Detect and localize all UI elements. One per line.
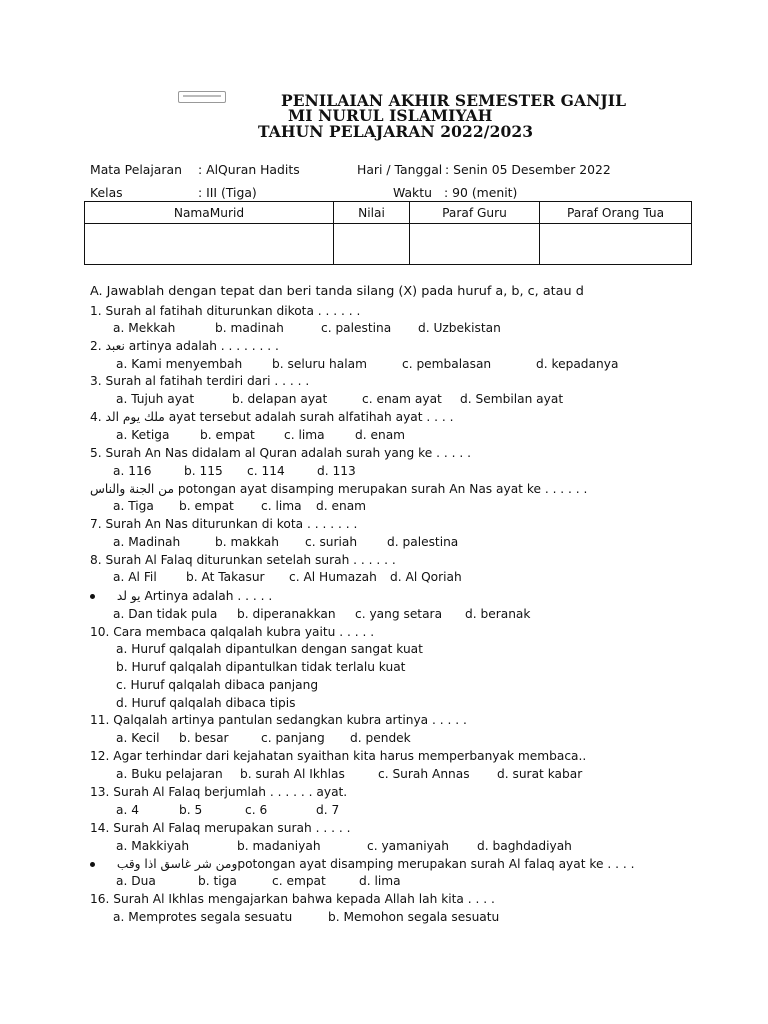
q7-option-a[interactable]: a. Madinah [113, 535, 181, 549]
q10-option-d[interactable]: d. Huruf qalqalah dibaca tipis [116, 696, 296, 710]
question-15 [90, 857, 634, 872]
day-value: : Senin 05 Desember 2022 [445, 162, 611, 177]
header-paraf-guru: Paraf Guru [410, 202, 540, 224]
q4-option-d[interactable]: d. enam [355, 428, 406, 442]
q13-option-c[interactable]: c. 6 [245, 803, 268, 817]
time-value: : 90 (menit) [444, 185, 518, 200]
q15-option-b[interactable]: b. tiga [198, 874, 237, 888]
q8-option-d[interactable]: d. Al Qoriah [390, 570, 462, 584]
cell-paraf-orang-tua[interactable] [540, 224, 692, 265]
q2-option-d[interactable]: d. kepadanya [536, 357, 619, 371]
day-label: Hari / Tanggal [357, 162, 443, 177]
q2-number: 2. [90, 339, 102, 353]
student-table [84, 201, 692, 265]
q5-option-c[interactable]: c. 114 [247, 464, 285, 478]
header-nilai: Nilai [334, 202, 410, 224]
q6-option-b[interactable]: b. empat [179, 499, 234, 513]
q3-option-a[interactable]: a. Tujuh ayat [116, 392, 195, 406]
q4-number: 4. [90, 410, 102, 424]
q7-option-b[interactable]: b. makkah [215, 535, 279, 549]
q12-option-c[interactable]: c. Surah Annas [378, 767, 470, 781]
question-12: 12. Agar terhindar dari kejahatan syaithan kita harus memperbanyak membaca.. [90, 749, 587, 763]
q15-text: potongan ayat disamping merupakan surah Al falaq ayat ke . . . . [237, 857, 635, 871]
q5-option-d[interactable]: d. 113 [317, 464, 356, 478]
q3-option-b[interactable]: b. delapan ayat [232, 392, 328, 406]
question-7: 7. Surah An Nas diturunkan di kota . . . . . . . [90, 517, 358, 531]
q14-option-b[interactable]: b. madaniyah [237, 839, 321, 853]
q6-arabic: من الجنة والناس [90, 482, 174, 496]
q6-text: potongan ayat disamping merupakan surah An Nas ayat ke . . . . . . [177, 482, 588, 496]
q10-option-a[interactable]: a. Huruf qalqalah dipantulkan dengan sangat kuat [116, 642, 423, 656]
title-line-3: TAHUN PELAJARAN 2022/2023 [258, 122, 534, 141]
q6-option-a[interactable]: a. Tiga [113, 499, 154, 513]
q15-option-a[interactable]: a. Dua [116, 874, 156, 888]
school-logo [178, 91, 226, 103]
q13-option-a[interactable]: a. 4 [116, 803, 139, 817]
q12-option-b[interactable]: b. surah Al Ikhlas [240, 767, 345, 781]
q15-arabic: ومن شر غاسق اذا وقب [116, 857, 238, 871]
question-14: 14. Surah Al Falaq merupakan surah . . . . . [90, 821, 351, 835]
instruction: A. Jawablah dengan tepat dan beri tanda silang (X) pada huruf a, b, c, atau d [90, 284, 584, 299]
q9-option-b[interactable]: b. diperanakkan [237, 607, 336, 621]
q11-option-b[interactable]: b. besar [179, 731, 229, 745]
q7-option-d[interactable]: d. palestina [387, 535, 459, 549]
time-label: Waktu [393, 185, 432, 200]
q9-text: Artinya adalah . . . . . [144, 589, 273, 603]
question-10: 10. Cara membaca qalqalah kubra yaitu . . . . . [90, 625, 375, 639]
class-value: : III (Tiga) [198, 185, 257, 200]
q16-option-a[interactable]: a. Memprotes segala sesuatu [113, 910, 293, 924]
question-8: 8. Surah Al Falaq diturunkan setelah surah . . . . . . [90, 553, 396, 567]
q1-option-c[interactable]: c. palestina [321, 321, 392, 335]
bullet-icon [90, 594, 95, 599]
q4-option-b[interactable]: b. empat [200, 428, 255, 442]
q4-text: ayat tersebut adalah surah alfatihah ayat . . . . [168, 410, 454, 424]
question-11: 11. Qalqalah artinya pantulan sedangkan kubra artinya . . . . . [90, 713, 467, 727]
q9-option-d[interactable]: d. beranak [465, 607, 531, 621]
q1-option-a[interactable]: a. Mekkah [113, 321, 176, 335]
cell-nama-murid[interactable] [85, 224, 334, 265]
q14-option-d[interactable]: d. baghdadiyah [477, 839, 572, 853]
title-line-2: MI NURUL ISLAMIYAH [288, 106, 493, 125]
q3-option-c[interactable]: c. enam ayat [362, 392, 442, 406]
q9-option-c[interactable]: c. yang setara [355, 607, 443, 621]
q15-option-c[interactable]: c. empat [272, 874, 326, 888]
q9-arabic: يو لد [116, 589, 141, 603]
q7-option-c[interactable]: c. suriah [305, 535, 358, 549]
q11-option-a[interactable]: a. Kecil [116, 731, 160, 745]
q9-option-a[interactable]: a. Dan tidak pula [113, 607, 218, 621]
q6-option-d[interactable]: d. enam [316, 499, 367, 513]
q4-arabic: ملك يوم الد [105, 410, 165, 424]
q1-option-b[interactable]: b. madinah [215, 321, 284, 335]
q12-option-d[interactable]: d. surat kabar [497, 767, 583, 781]
cell-nilai[interactable] [334, 224, 410, 265]
q3-option-d[interactable]: d. Sembilan ayat [460, 392, 564, 406]
q15-option-d[interactable]: d. lima [359, 874, 401, 888]
question-3: 3. Surah al fatihah terdiri dari . . . . . [90, 374, 310, 388]
subject-label: Mata Pelajaran [90, 162, 182, 177]
bullet-icon [90, 862, 95, 867]
q11-option-c[interactable]: c. panjang [261, 731, 325, 745]
header-nama-murid: NamaMurid [85, 202, 334, 224]
question-9 [90, 589, 272, 604]
question-6 [90, 482, 587, 497]
question-16: 16. Surah Al Ikhlas mengajarkan bahwa kepada Allah lah kita . . . . [90, 892, 495, 906]
q5-option-a[interactable]: a. 116 [113, 464, 152, 478]
question-2 [90, 339, 279, 354]
q2-text: artinya adalah . . . . . . . . [128, 339, 279, 353]
question-5: 5. Surah An Nas didalam al Quran adalah surah yang ke . . . . . [90, 446, 471, 460]
q14-option-c[interactable]: c. yamaniyah [367, 839, 449, 853]
q12-option-a[interactable]: a. Buku pelajaran [116, 767, 223, 781]
cell-paraf-guru[interactable] [410, 224, 540, 265]
q1-option-d[interactable]: d. Uzbekistan [418, 321, 501, 335]
subject-value: : AlQuran Hadits [198, 162, 300, 177]
q8-option-c[interactable]: c. Al Humazah [289, 570, 377, 584]
q10-option-c[interactable]: c. Huruf qalqalah dibaca panjang [116, 678, 319, 692]
q4-option-a[interactable]: a. Ketiga [116, 428, 170, 442]
q8-option-b[interactable]: b. At Takasur [186, 570, 265, 584]
q2-option-a[interactable]: a. Kami menyembah [116, 357, 243, 371]
q8-option-a[interactable]: a. Al Fil [113, 570, 157, 584]
question-13: 13. Surah Al Falaq berjumlah . . . . . . ayat. [90, 785, 348, 799]
header-paraf-orang-tua: Paraf Orang Tua [540, 202, 692, 224]
question-1: 1. Surah al fatihah diturunkan dikota . . . . . . [90, 304, 361, 318]
class-label: Kelas [90, 185, 123, 200]
question-4 [90, 410, 454, 425]
q13-option-d[interactable]: d. 7 [316, 803, 340, 817]
q4-option-c[interactable]: c. lima [284, 428, 325, 442]
q13-option-b[interactable]: b. 5 [179, 803, 203, 817]
q14-option-a[interactable]: a. Makkiyah [116, 839, 190, 853]
q5-option-b[interactable]: b. 115 [184, 464, 223, 478]
q2-arabic: نعبد [105, 339, 125, 353]
q2-option-c[interactable]: c. pembalasan [402, 357, 492, 371]
q16-option-b[interactable]: b. Memohon segala sesuatu [328, 910, 500, 924]
q10-option-b[interactable]: b. Huruf qalqalah dipantulkan tidak terlalu kuat [116, 660, 406, 674]
q6-option-c[interactable]: c. lima [261, 499, 302, 513]
q2-option-b[interactable]: b. seluru halam [272, 357, 367, 371]
title-line-1: PENILAIAN AKHIR SEMESTER GANJIL [281, 91, 627, 110]
q11-option-d[interactable]: d. pendek [350, 731, 411, 745]
